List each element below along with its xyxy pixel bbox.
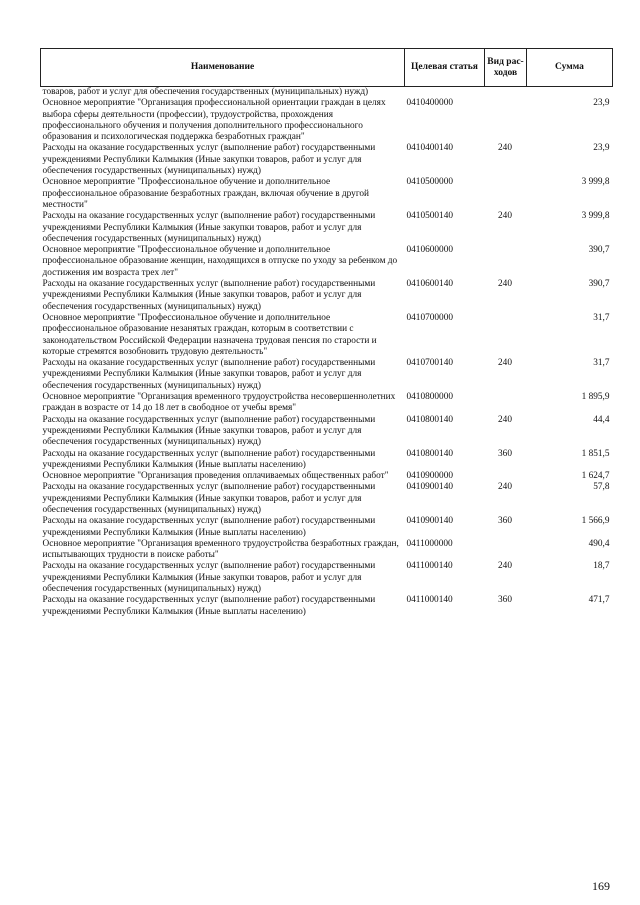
row-target-article-cell: 0410800140 (406, 414, 453, 425)
row-target-article-cell: 0411000140 (406, 561, 453, 572)
row-expense-type-cell (485, 539, 527, 562)
table-row (41, 313, 613, 358)
row-target-article-cell: 0410800140 (406, 448, 453, 459)
row-target-article-cell: 0410800000 (406, 392, 453, 403)
row-expense-type-cell (485, 87, 527, 99)
row-sum-cell: 44,4 (593, 414, 610, 425)
row-sum-cell (527, 87, 613, 99)
row-target-article-cell: 0410500140 (406, 211, 453, 222)
row-name-cell: Расходы на оказание государственных услуг (выполнение работ) государственными учреждениями Республики Калмыкия (Иные закупки товаров, работ и услуг для обеспечения государственных (муниципальных) нужд) (42, 211, 376, 244)
row-name-cell: Расходы на оказание государственных услуг (выполнение работ) государственными учреждениями Республики Калмыкия (Иные закупки товаров, работ и услуг для обеспечения государственных (муниципальных) нужд) (42, 358, 376, 391)
row-expense-type-cell (485, 177, 527, 211)
row-name-cell: Основное мероприятие "Профессиональное обучение и дополнительное профессиональное образование женщин, находящихся в отпуске по уходу за ребенком до достижения им возраста трех лет" (42, 245, 398, 278)
row-expense-type-cell: 240 (498, 414, 512, 425)
row-name-cell: Расходы на оказание государственных услуг (выполнение работ) государственными учреждениями Республики Калмыкия (Иные выплаты населению) (42, 595, 376, 617)
row-target-article-cell: 0410700140 (406, 358, 453, 369)
row-name-cell: Основное мероприятие "Организация профессиональной ориентации граждан в целях выбора сферы деятельности (профессии), трудоустройства, прохождения профессионального обучения и получения дополнительного профессионального образования и психологическая поддержка безработных граждан" (42, 98, 386, 143)
table-row (41, 516, 613, 539)
row-expense-type-cell: 360 (498, 448, 512, 459)
row-target-article-cell: 0411000000 (406, 538, 453, 549)
row-sum-cell: 471,7 (588, 595, 610, 606)
table-row (41, 279, 613, 313)
page-number: 169 (592, 879, 610, 893)
row-target-article-cell: 0410400140 (406, 143, 453, 154)
row-expense-type-cell: 240 (498, 358, 512, 369)
row-expense-type-cell: 240 (498, 482, 512, 493)
row-expense-type-cell: 240 (498, 211, 512, 222)
row-name-cell: Расходы на оказание государственных услуг (выполнение работ) государственными учреждениями Республики Калмыкия (Иные выплаты населению) (42, 516, 376, 538)
row-name-cell: товаров, работ и услуг для обеспечения государственных (муниципальных) нужд) (42, 87, 369, 97)
row-name-cell: Расходы на оказание государственных услуг (выполнение работ) государственными учреждениями Республики Калмыкия (Иные закупки товаров, работ и услуг для обеспечения государственных (муниципальных) нужд) (42, 414, 376, 448)
row-target-article-cell: 0410600000 (406, 245, 453, 256)
table-row (41, 98, 613, 143)
row-target-article-cell: 0410400000 (406, 98, 453, 109)
row-name-cell: Основное мероприятие "Профессиональное обучение и дополнительное профессиональное образование безработных граждан, включая обучение в другой местности" (42, 177, 370, 210)
row-expense-type-cell: 360 (498, 595, 512, 606)
table-row (41, 482, 613, 516)
row-target-article-cell: 0410900140 (406, 482, 453, 493)
row-target-article-cell (405, 87, 485, 99)
table-row (41, 177, 613, 211)
table-body (41, 87, 613, 618)
table-row (41, 561, 613, 595)
table-row (41, 211, 613, 245)
row-sum-cell: 31,7 (593, 358, 610, 369)
row-expense-type-cell (485, 98, 527, 143)
row-sum-cell: 390,7 (588, 245, 610, 256)
row-expense-type-cell (485, 392, 527, 415)
row-sum-cell: 3 999,8 (581, 211, 610, 222)
table-row (41, 358, 613, 392)
row-name-cell: Расходы на оказание государственных услуг (выполнение работ) государственными учреждениями Республики Калмыкия (Иные выплаты населению) (42, 448, 376, 470)
row-target-article-cell: 0410600140 (406, 279, 453, 290)
row-sum-cell: 23,9 (593, 98, 610, 109)
row-target-article-cell: 0410900140 (406, 516, 453, 527)
row-name-cell: Расходы на оказание государственных услуг (выполнение работ) государственными учреждениями Республики Калмыкия (Иные закупки товаров, работ и услуг для обеспечения государственных (муниципальных) нужд) (42, 143, 376, 177)
row-target-article-cell: 0411000140 (406, 595, 453, 606)
row-sum-cell: 3 999,8 (581, 177, 610, 188)
row-sum-cell: 1 895,9 (581, 392, 610, 403)
row-sum-cell: 490,4 (588, 538, 610, 549)
header-name: Наименование (41, 49, 405, 87)
row-target-article-cell: 0410900000 (406, 471, 453, 482)
row-name-cell: Основное мероприятие "Организация временного трудоустройства безработных граждан, испытывающих трудности в поиске работы" (42, 538, 399, 561)
row-sum-cell: 23,9 (593, 143, 610, 154)
header-target-article: Целевая статья (405, 49, 485, 87)
row-name-cell: Основное мероприятие "Организация проведения оплачиваемых общественных работ" (42, 471, 389, 482)
row-sum-cell: 1 851,5 (581, 448, 610, 459)
row-sum-cell: 18,7 (593, 561, 610, 572)
row-sum-cell: 1 566,9 (581, 516, 610, 527)
table-header-row (41, 49, 613, 87)
row-expense-type-cell: 360 (498, 516, 512, 527)
row-sum-cell: 57,8 (593, 482, 610, 493)
header-expense-type: Вид рас-ходов (485, 49, 527, 87)
row-expense-type-cell: 240 (498, 143, 512, 154)
row-name-cell: Расходы на оказание государственных услуг (выполнение работ) государственными учреждениями Республики Калмыкия (Иные закупки товаров, работ и услуг для обеспечения государственных (муниципальных) нужд) (42, 279, 376, 312)
row-expense-type-cell: 240 (498, 279, 512, 290)
table-row (41, 471, 613, 482)
row-name-cell: Расходы на оказание государственных услуг (выполнение работ) государственными учреждениями Республики Калмыкия (Иные закупки товаров, работ и услуг для обеспечения государственных (муниципальных) нужд) (42, 482, 376, 515)
table-row (41, 595, 613, 618)
row-name-cell: Основное мероприятие "Профессиональное обучение и дополнительное профессиональное образование незанятых граждан, которым в соответствии с законодательством Российской Федерации назначена трудовая пенсия по старости и которые стремятся возобновить трудовую деятельность" (42, 312, 377, 357)
table-row (41, 449, 613, 472)
row-name-cell: Основное мероприятие "Организация временного трудоустройства несовершеннолетних граждан в возрасте от 14 до 18 лет в свободное от учебы время" (42, 392, 396, 414)
table-row (41, 87, 613, 99)
table-row (41, 415, 613, 449)
table-row (41, 539, 613, 562)
table-row (41, 392, 613, 415)
row-expense-type-cell (485, 245, 527, 279)
row-sum-cell: 31,7 (593, 312, 610, 323)
table-row (41, 143, 613, 177)
budget-table (40, 48, 613, 618)
row-expense-type-cell: 240 (498, 561, 512, 572)
row-expense-type-cell (485, 313, 527, 358)
row-name-cell: Расходы на оказание государственных услуг (выполнение работ) государственными учреждениями Республики Калмыкия (Иные закупки товаров, работ и услуг для обеспечения государственных (муниципальных) нужд) (42, 561, 376, 595)
row-expense-type-cell (485, 471, 527, 482)
table-row (41, 245, 613, 279)
row-target-article-cell: 0410700000 (406, 312, 453, 323)
row-sum-cell: 1 624,7 (581, 471, 610, 482)
row-target-article-cell: 0410500000 (406, 177, 453, 188)
header-sum: Сумма (527, 49, 613, 87)
row-sum-cell: 390,7 (588, 279, 610, 290)
